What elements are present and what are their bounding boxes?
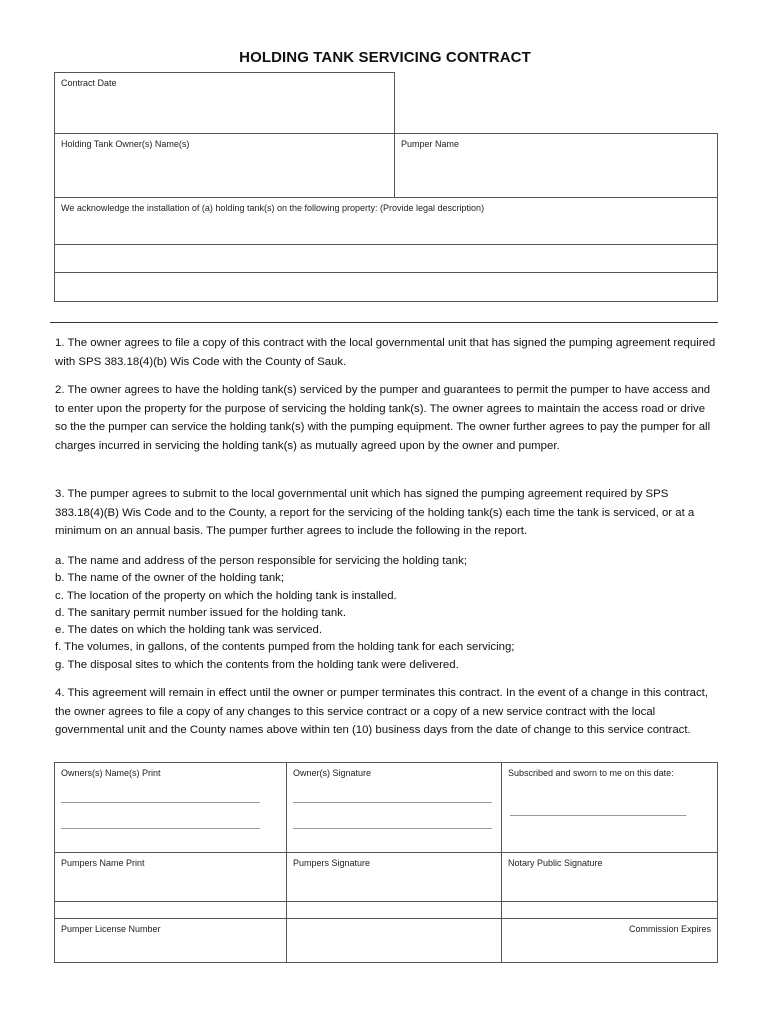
owners-print-label: Owners(s) Name(s) Print bbox=[61, 768, 161, 778]
clauses-section bbox=[55, 334, 717, 371]
license-blank-field[interactable] bbox=[286, 918, 502, 963]
clause-3-wrap bbox=[55, 485, 717, 541]
owner-names-label: Holding Tank Owner(s) Name(s) bbox=[61, 139, 190, 149]
owners-print-field[interactable] bbox=[54, 762, 287, 853]
pumpers-print-field[interactable] bbox=[54, 852, 287, 902]
pumpers-print-label: Pumpers Name Print bbox=[61, 858, 145, 868]
list-item: a. The name and address of the person responsible for servicing the holding tank; bbox=[55, 555, 468, 567]
owner-signature-line-1: ____________________________________________ bbox=[293, 793, 492, 803]
section-divider bbox=[50, 322, 718, 323]
list-item: d. The sanitary permit number issued for the holding tank. bbox=[55, 606, 347, 619]
clause-2-wrap bbox=[55, 381, 717, 455]
legal-description-field[interactable] bbox=[54, 197, 718, 245]
clause-1: 1. The owner agrees to file a copy of this contract with the local governmental unit that has signed the pumping agreement required with SPS 383.18(4)(b) Wis Code with the County of Sauk. bbox=[55, 337, 716, 368]
owner-signature-line-2: ____________________________________________ bbox=[293, 819, 492, 829]
owner-print-line-2: ____________________________________________ bbox=[61, 819, 260, 829]
spacer-cell-right bbox=[501, 901, 718, 919]
owner-print-line-1: ____________________________________________ bbox=[61, 793, 260, 803]
commission-expires-label: Commission Expires bbox=[628, 924, 711, 934]
clause-3: 3. The pumper agrees to submit to the local governmental unit which has signed the pumping agreement required by SPS 383.18(4)(B) Wis Code and to the County, a report for the servicing of the holding tank(s) each time the tank is serviced, or at a minimum on an annual basis. The pumper further agrees to include the following in the report. bbox=[55, 488, 695, 537]
commission-expires-field[interactable] bbox=[501, 918, 718, 963]
pumper-name-field[interactable] bbox=[394, 133, 718, 198]
notary-signature-field[interactable] bbox=[501, 852, 718, 902]
subscribed-field[interactable] bbox=[501, 762, 718, 853]
contract-date-field[interactable] bbox=[54, 72, 395, 134]
clause-4-wrap bbox=[55, 684, 717, 740]
pumper-name-label: Pumper Name bbox=[401, 139, 460, 149]
legal-description-line-3[interactable] bbox=[54, 272, 718, 302]
license-number-label: Pumper License Number bbox=[61, 924, 161, 934]
subscribed-date-line: _______________________________________ bbox=[510, 806, 686, 816]
license-number-field[interactable] bbox=[54, 918, 287, 963]
list-item: b. The name of the owner of the holding tank; bbox=[55, 572, 285, 585]
list-item: f. The volumes, in gallons, of the contents pumped from the holding tank for each servicing; bbox=[55, 641, 515, 654]
list-item: e. The dates on which the holding tank was serviced. bbox=[55, 624, 322, 637]
document-title: HOLDING TANK SERVICING CONTRACT bbox=[239, 49, 531, 66]
list-item: g. The disposal sites to which the contents from the holding tank were delivered. bbox=[55, 658, 459, 671]
legal-description-line-2[interactable] bbox=[54, 244, 718, 273]
owners-signature-field[interactable] bbox=[286, 762, 502, 853]
clause-4: 4. This agreement will remain in effect until the owner or pumper terminates this contract. In the event of a change in this contract, the owner agrees to file a copy of any changes to this service contract or a copy of a new service contract with the local governmental unit and the County names above within ten (10) business days from the date of change to this service contract. bbox=[55, 687, 708, 736]
pumpers-signature-label: Pumpers Signature bbox=[293, 858, 371, 868]
clause-2: 2. The owner agrees to have the holding tank(s) serviced by the pumper and guarantees to permit the pumper to have access and to enter upon the property for the purpose of servicing the holding tank(s). The owner agrees to maintain the access road or drive so the the pumper can service the holding tank(s) with the pumping equipment. The owner further agrees to pay the pumper for all charges incurred in servicing the holding tank(s) as mutually agreed upon by the owner and pumper. bbox=[55, 384, 711, 452]
subscribed-label: Subscribed and sworn to me on this date: bbox=[508, 768, 674, 778]
list-item: c. The location of the property on which the holding tank is installed. bbox=[55, 589, 397, 602]
spacer-cell-left bbox=[54, 901, 287, 919]
contract-date-label: Contract Date bbox=[61, 78, 117, 88]
notary-signature-label: Notary Public Signature bbox=[508, 858, 603, 868]
spacer-cell-mid bbox=[286, 901, 502, 919]
owner-names-field[interactable] bbox=[54, 133, 395, 198]
report-items-list bbox=[55, 553, 717, 674]
legal-description-label: We acknowledge the installation of (a) holding tank(s) on the following property: (Provide legal description) bbox=[61, 203, 485, 213]
owners-signature-label: Owner(s) Signature bbox=[293, 768, 372, 778]
pumpers-signature-field[interactable] bbox=[286, 852, 502, 902]
